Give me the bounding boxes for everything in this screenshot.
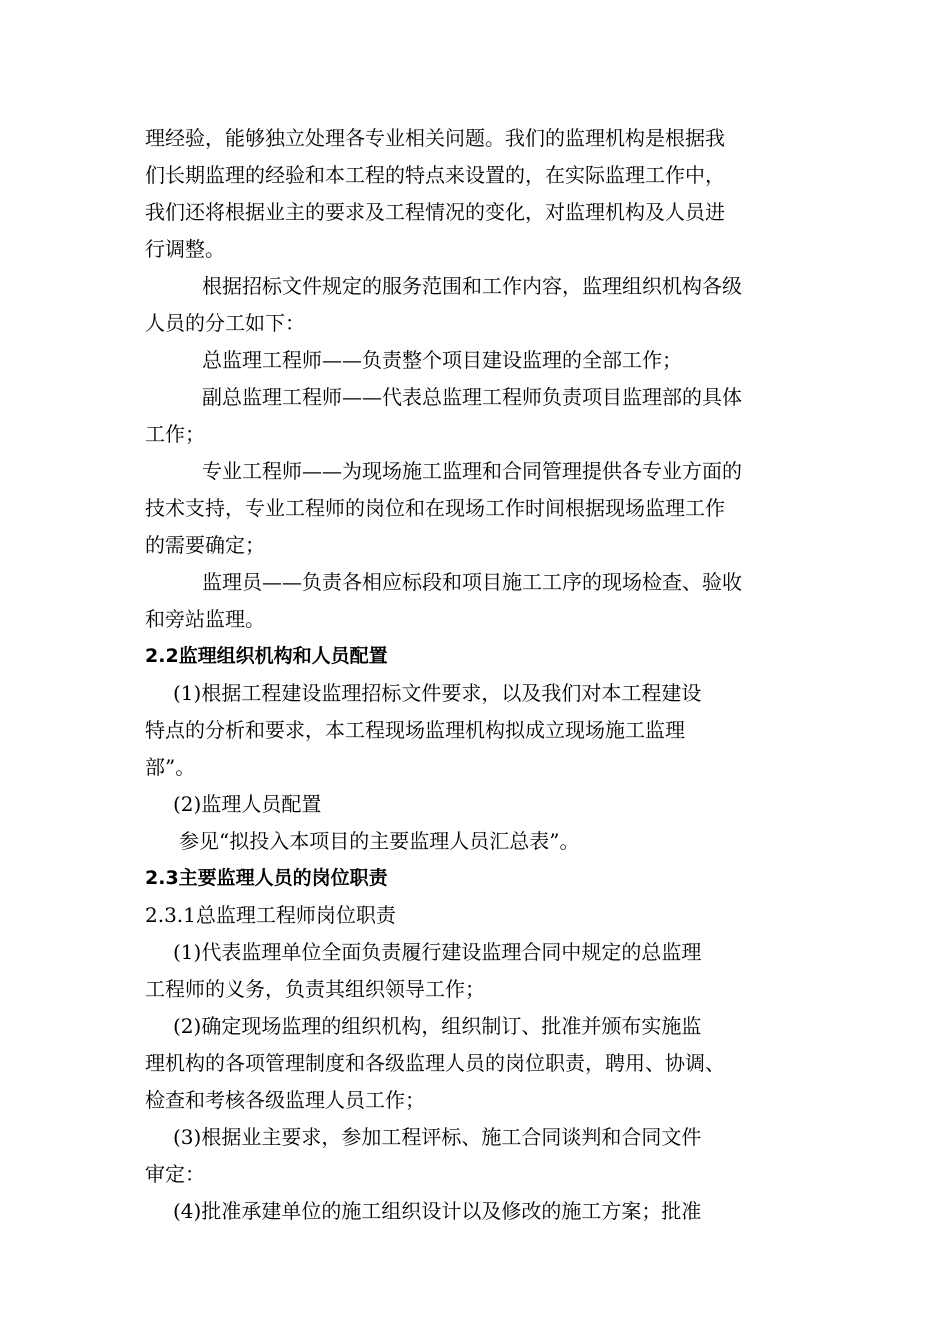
paragraph-line: 审定： [145,1162,205,1186]
section-heading: 2.2监理组织机构和人员配置 [145,645,388,667]
paragraph-line: 的需要确定； [145,533,265,557]
paragraph-line: 工程师的义务，负责其组织领导工作； [145,977,485,1001]
paragraph-line: 理机构的各项管理制度和各级监理人员的岗位职责，聘用、协调、 [145,1051,725,1075]
section-heading: 2.3主要监理人员的岗位职责 [145,867,388,889]
paragraph-line: 根据招标文件规定的服务范围和工作内容，监理组织机构各级 [202,274,742,298]
paragraph-line: 检查和考核各级监理人员工作； [145,1088,425,1112]
paragraph-line: 技术支持，专业工程师的岗位和在现场工作时间根据现场监理工作 [145,496,725,520]
paragraph-line: 特点的分析和要求，本工程现场监理机构拟成立现场施工监理 [145,718,685,742]
document-body [145,120,810,1230]
paragraph-line: 我们还将根据业主的要求及工程情况的变化，对监理机构及人员进 [145,200,725,224]
paragraph-line: (1)根据工程建设监理招标文件要求，以及我们对本工程建设 [173,681,702,705]
subsection-heading: 2.3.1总监理工程师岗位职责 [145,903,396,927]
paragraph-line: (1)代表监理单位全面负责履行建设监理合同中规定的总监理 [173,940,702,964]
paragraph-line: (4)批准承建单位的施工组织设计以及修改的施工方案；批准 [173,1199,702,1223]
paragraph-line: 参见“拟投入本项目的主要监理人员汇总表”。 [179,829,580,853]
paragraph-line: 人员的分工如下： [145,311,305,335]
paragraph-line: (3)根据业主要求，参加工程评标、施工合同谈判和合同文件 [173,1125,702,1149]
paragraph-line: 副总监理工程师——代表总监理工程师负责项目监理部的具体 [202,385,742,409]
paragraph-line: 工作； [145,422,205,446]
paragraph-line: 总监理工程师——负责整个项目建设监理的全部工作； [202,348,682,372]
paragraph-line: 部”。 [145,755,196,779]
paragraph-line: 们长期监理的经验和本工程的特点来设置的，在实际监理工作中， [145,163,725,187]
paragraph-line: 行调整。 [145,237,225,261]
paragraph-line: (2)确定现场监理的组织机构，组织制订、批准并颁布实施监 [173,1014,702,1038]
paragraph-line: 专业工程师——为现场施工监理和合同管理提供各专业方面的 [202,459,742,483]
paragraph-line: 和旁站监理。 [145,607,265,631]
paragraph-line: 理经验，能够独立处理各专业相关问题。我们的监理机构是根据我 [145,126,725,150]
paragraph-line: 监理员——负责各相应标段和项目施工工序的现场检查、验收 [202,570,742,594]
paragraph-line: (2)监理人员配置 [173,792,322,816]
